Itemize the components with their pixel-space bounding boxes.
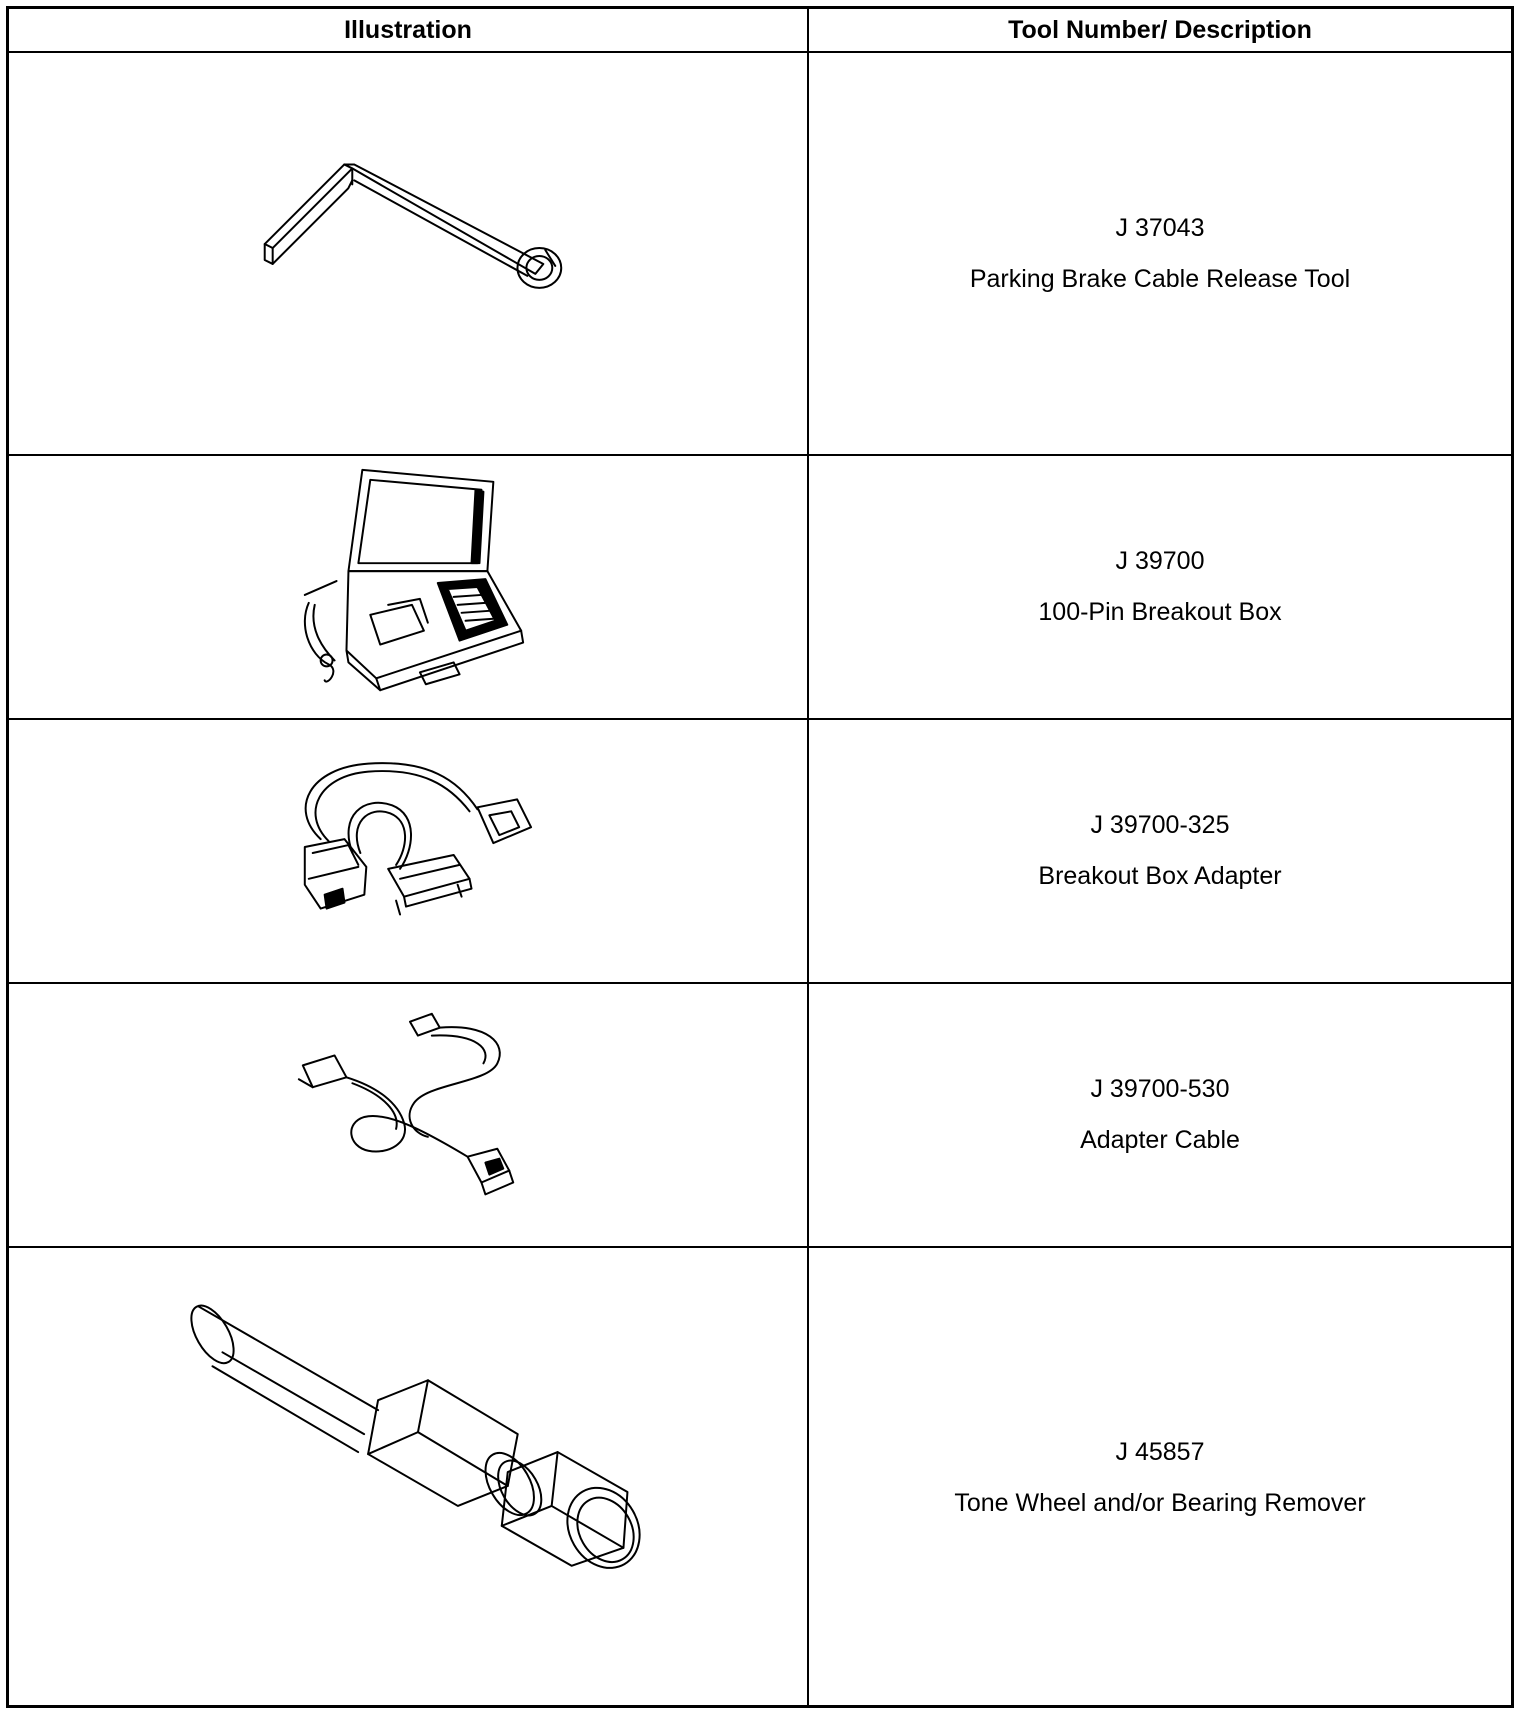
description-cell xyxy=(809,456,1511,718)
description-cell xyxy=(809,1248,1511,1708)
tool-description: 100-Pin Breakout Box xyxy=(1038,598,1282,626)
breakout-box-case-illustration xyxy=(9,456,807,718)
illustration-cell xyxy=(9,1248,809,1708)
breakout-box-adapter-illustration xyxy=(9,720,807,982)
tool-number: J 37043 xyxy=(1115,213,1205,242)
table-grid xyxy=(9,9,1511,1705)
tool-number: J 45857 xyxy=(1115,1438,1205,1466)
illustration-cell xyxy=(9,720,809,982)
tool-number: J 39700-325 xyxy=(1090,811,1230,839)
table-row xyxy=(9,456,1511,720)
tool-description: Tone Wheel and/or Bearing Remover xyxy=(954,1489,1366,1517)
adapter-cable-illustration xyxy=(9,984,807,1246)
tool-description: Parking Brake Cable Release Tool xyxy=(969,264,1351,293)
table-row xyxy=(9,1248,1511,1708)
illustration-cell xyxy=(9,53,809,454)
header-description: Tool Number/ Description xyxy=(1008,15,1312,44)
table-row xyxy=(9,720,1511,984)
tool-description: Breakout Box Adapter xyxy=(1038,862,1282,890)
tool-number: J 39700-530 xyxy=(1090,1075,1230,1103)
header-illustration: Illustration xyxy=(9,9,809,51)
parking-brake-cable-release-tool-illustration xyxy=(9,53,807,454)
tool-description: Adapter Cable xyxy=(1080,1126,1240,1154)
table-row xyxy=(9,984,1511,1248)
tool-number: J 39700 xyxy=(1115,547,1205,575)
tool-table xyxy=(6,6,1514,1708)
description-cell xyxy=(809,720,1511,982)
illustration-cell xyxy=(9,984,809,1246)
table-row xyxy=(9,53,1511,456)
description-cell xyxy=(809,53,1511,454)
illustration-cell xyxy=(9,456,809,718)
description-cell xyxy=(809,984,1511,1246)
tone-wheel-bearing-remover-illustration xyxy=(9,1248,807,1708)
table-header-row xyxy=(9,9,1511,53)
